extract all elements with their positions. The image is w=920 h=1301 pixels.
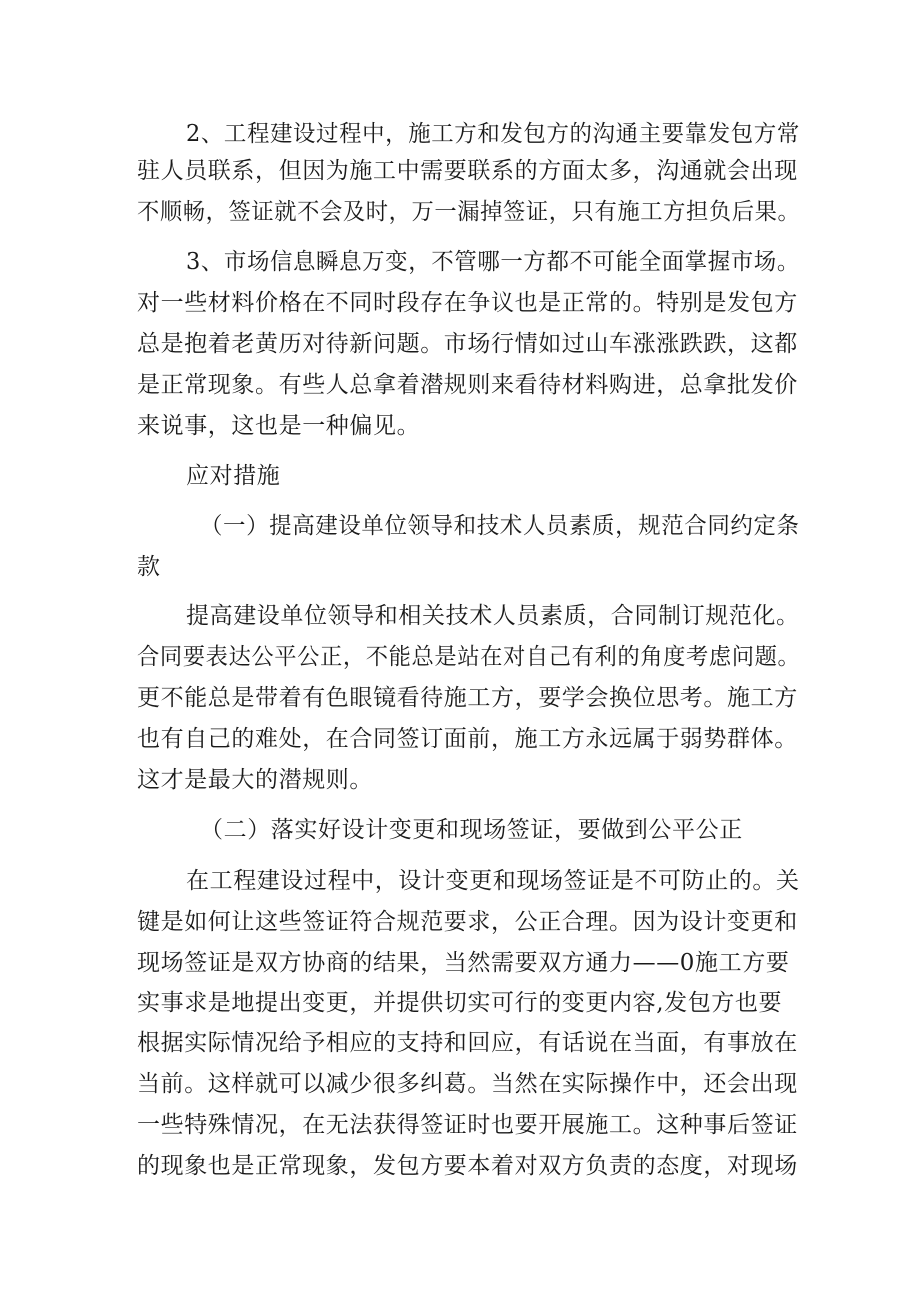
paragraph-line: 的现象也是正常现象，发包方要本着对双方负责的态度，对现场: [137, 1153, 798, 1179]
paragraph-line: 来说事，这也是一种偏见。: [137, 413, 421, 439]
paragraph-line: 当前。这样就可以减少很多纠葛。当然在实际操作中，还会出现: [137, 1071, 798, 1097]
subsection-heading: （二）落实好设计变更和现场签证，要做到公平公正: [200, 817, 743, 843]
paragraph-line: 驻人员联系，但因为施工中需要联系的方面太多，沟通就会出现: [137, 158, 798, 184]
paragraph-line: 也有自己的难处，在合同签订面前，施工方永远属于弱势群体。: [137, 726, 798, 752]
paragraph-line: 这才是最大的潜规则。: [137, 767, 373, 793]
paragraph-line: 一些特殊情况，在无法获得签证时也要开展施工。这种事后签证: [137, 1112, 798, 1138]
subsection-heading: 款: [137, 554, 161, 580]
paragraph-line: 键是如何让这些签证符合规范要求，公正合理。因为设计变更和: [137, 909, 798, 935]
paragraph-line: 对一些材料价格在不同时段存在争议也是正常的。特别是发包方: [137, 290, 798, 316]
paragraph-line: 在工程建设过程中，设计变更和现场签证是不可防止的。关: [186, 868, 800, 894]
section-heading: 应对措施: [186, 463, 281, 489]
paragraph-line: 合同要表达公平公正，不能总是站在对自己有利的角度考虑问题。: [137, 644, 801, 670]
paragraph-line: 更不能总是带着有色眼镜看待施工方，要学会换位思考。施工方: [137, 685, 798, 711]
paragraph-line: 根据实际情况给予相应的支持和回应，有话说在当面，有事放在: [137, 1030, 798, 1056]
subsection-heading: （一）提高建设单位领导和技术人员素质，规范合同约定条: [200, 513, 800, 539]
paragraph-line: 不顺畅，签证就不会及时，万一漏掉签证，只有施工方担负后果。: [137, 199, 801, 225]
paragraph-line: 实事求是地提出变更，并提供切实可行的变更内容,发包方也要: [137, 990, 783, 1016]
paragraph-line: 提高建设单位领导和相关技术人员素质，合同制订规范化。: [186, 603, 800, 629]
paragraph-line: 是正常现象。有些人总拿着潜规则来看待材料购进，总拿批发价: [137, 372, 798, 398]
paragraph-line: 2、工程建设过程中，施工方和发包方的沟通主要靠发包方常: [186, 121, 800, 147]
paragraph-line: 3、市场信息瞬息万变，不管哪一方都不可能全面掌握市场。: [186, 249, 800, 275]
paragraph-line: 总是抱着老黄历对待新问题。市场行情如过山车涨涨跌跌，这都: [137, 331, 798, 357]
paragraph-line: 现场签证是双方协商的结果，当然需要双方通力——0施工方要: [137, 950, 790, 976]
